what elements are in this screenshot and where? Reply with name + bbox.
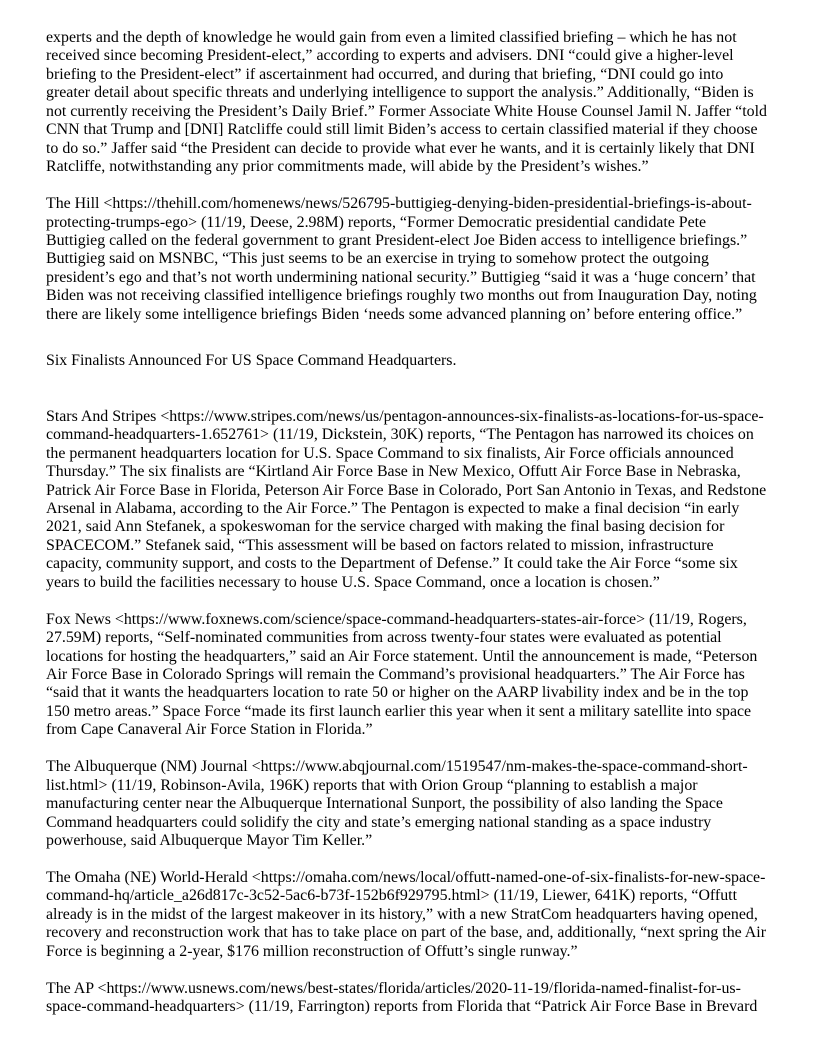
text-line: space-command-headquarters> (11/19, Farrington) reports from Florida that “Patrick Air Force Base in Brevard [46,998,758,1016]
text-line: Buttigieg called on the federal government to grant President-elect Joe Biden access to intelligence briefings.” [46,231,748,249]
paragraph-stars-and-stripes [46,408,776,593]
text-line: “said that it wants the headquarters location to rate 50 or higher on the AARP livability index and be in the top [46,684,749,702]
text-line: recovery and reconstruction work that has to take place on part of the base, and, additionally, “next spring the Air [46,924,766,942]
text-line: The Albuquerque (NM) Journal <https://www.abqjournal.com/1519547/nm-makes-the-space-command-short- [46,758,748,776]
text-line: locations for hosting the headquarters,” said an Air Force statement. Until the announcement is made, “Peterson [46,647,758,665]
text-line: already is in the midst of the largest makeover in its history,” with a new StratCom headquarters having opened, [46,905,758,923]
section-heading-text: Six Finalists Announced For US Space Command Headquarters. [46,352,457,370]
text-line: from Cape Canaveral Air Force Station in Florida.” [46,721,373,739]
text-line: list.html> (11/19, Robinson-Avila, 196K) reports that with Orion Group “planning to establish a major [46,776,698,794]
text-line: Ratcliffe, notwithstanding any prior commitments made, will abide by the President’s wishes.” [46,158,649,176]
text-line: greater detail about specific threats and underlying intelligence to support the analysis.” Additionally, “Biden is [46,84,754,102]
paragraph-albuquerque-journal [46,758,776,850]
text-line: Thursday.” The six finalists are “Kirtland Air Force Base in New Mexico, Offutt Air Force Base in Nebraska, [46,463,741,481]
paragraph-omaha-world-herald [46,869,776,961]
text-line: Force is beginning a 2-year, $176 million reconstruction of Offutt’s single runway.” [46,942,578,960]
text-line: protecting-trumps-ego> (11/19, Deese, 2.98M) reports, “Former Democratic presidential candidate Pete [46,213,707,231]
text-line: Biden was not receiving classified intelligence briefings roughly two months out from Inauguration Day, noting [46,287,757,305]
text-line: 150 metro areas.” Space Force “made its first launch earlier this year when it sent a military satellite into space [46,702,752,720]
document-page [46,29,776,1035]
text-line: the permanent headquarters location for U.S. Space Command to six finalists, Air Force officials announced [46,444,734,462]
text-line: Command headquarters could solidify the city and state’s emerging national standing as a space industry [46,813,712,831]
text-line: SPACECOM.” Stefanek said, “This assessment will be based on factors related to mission, infrastructure [46,536,714,554]
paragraph-fox-news [46,611,776,740]
text-line: experts and the depth of knowledge he would gain from even a limited classified briefing – which he has not [46,29,737,46]
text-line: Fox News <https://www.foxnews.com/science/space-command-headquarters-states-air-force> (11/19, Rogers, [46,610,747,628]
paragraph-dni-briefing [46,29,776,177]
text-line: 2021, said Ann Stefanek, a spokeswoman for the service charged with making the final basing decision for [46,518,725,536]
paragraph-the-ap [46,980,776,1017]
text-line: not currently receiving the President’s Daily Brief.” Former Associate White House Counsel Jamil N. Jaffer “told [46,102,767,120]
text-line: president’s ego and that’s not worth undermining national security.” Buttigieg “said it was a ‘huge concern’ that [46,268,756,286]
text-line: briefing to the President-elect” if ascertainment had occurred, and during that briefing, “DNI could go into [46,65,724,83]
text-line: command-headquarters-1.652761> (11/19, Dickstein, 30K) reports, “The Pentagon has narrowed its choices on [46,426,754,444]
text-line: manufacturing center near the Albuquerque International Sunport, the possibility of also landing the Space [46,795,723,813]
text-line: capacity, community support, and costs to the Department of Defense.” It could take the Air Force “some six [46,555,738,573]
section-heading [46,352,776,370]
text-line: Buttigieg said on MSNBC, “This just seems to be an exercise in trying to somehow protect the outgoing [46,250,709,268]
text-line: The Omaha (NE) World-Herald <https://omaha.com/news/local/offutt-named-one-of-six-finalists-for-new-space- [46,868,766,886]
text-line: years to build the facilities necessary to house U.S. Space Command, once a location is chosen.” [46,573,660,591]
text-line: CNN that Trump and [DNI] Ratcliffe could still limit Biden’s access to certain classified material if they choose [46,121,758,139]
text-line: 27.59M) reports, “Self-nominated communities from across twenty-four states were evaluated as potential [46,629,722,647]
text-line: command-hq/article_a26d817c-3c52-5ac6-b73f-152b6f929795.html> (11/19, Liewer, 641K) reports, “Offutt [46,887,737,905]
text-line: there are likely some intelligence briefings Biden ‘needs some advanced planning on’ before entering office.” [46,305,743,323]
text-line: powerhouse, said Albuquerque Mayor Tim Keller.” [46,832,373,850]
text-line: to do so.” Jaffer said “the President can decide to provide what ever he wants, and it is certainly likely that DNI [46,139,755,157]
text-line: The AP <https://www.usnews.com/news/best-states/florida/articles/2020-11-19/florida-named-finalist-for-us- [46,979,741,997]
text-line: Air Force Base in Colorado Springs will remain the Command’s provisional headquarters.” The Air Force has [46,666,745,684]
text-line: Arsenal in Alabama, according to the Air Force.” The Pentagon is expected to make a final decision “in early [46,499,740,517]
paragraph-the-hill [46,195,776,324]
text-line: received since becoming President-elect,” according to experts and advisers. DNI “could give a higher-level [46,47,734,65]
text-line: Stars And Stripes <https://www.stripes.com/news/us/pentagon-announces-six-finalists-as-locations-for-us-space- [46,407,764,425]
text-line: The Hill <https://thehill.com/homenews/news/526795-buttigieg-denying-biden-presidential-briefings-is-about- [46,195,752,213]
text-line: Patrick Air Force Base in Florida, Peterson Air Force Base in Colorado, Port San Antonio in Texas, and Redstone [46,481,767,499]
